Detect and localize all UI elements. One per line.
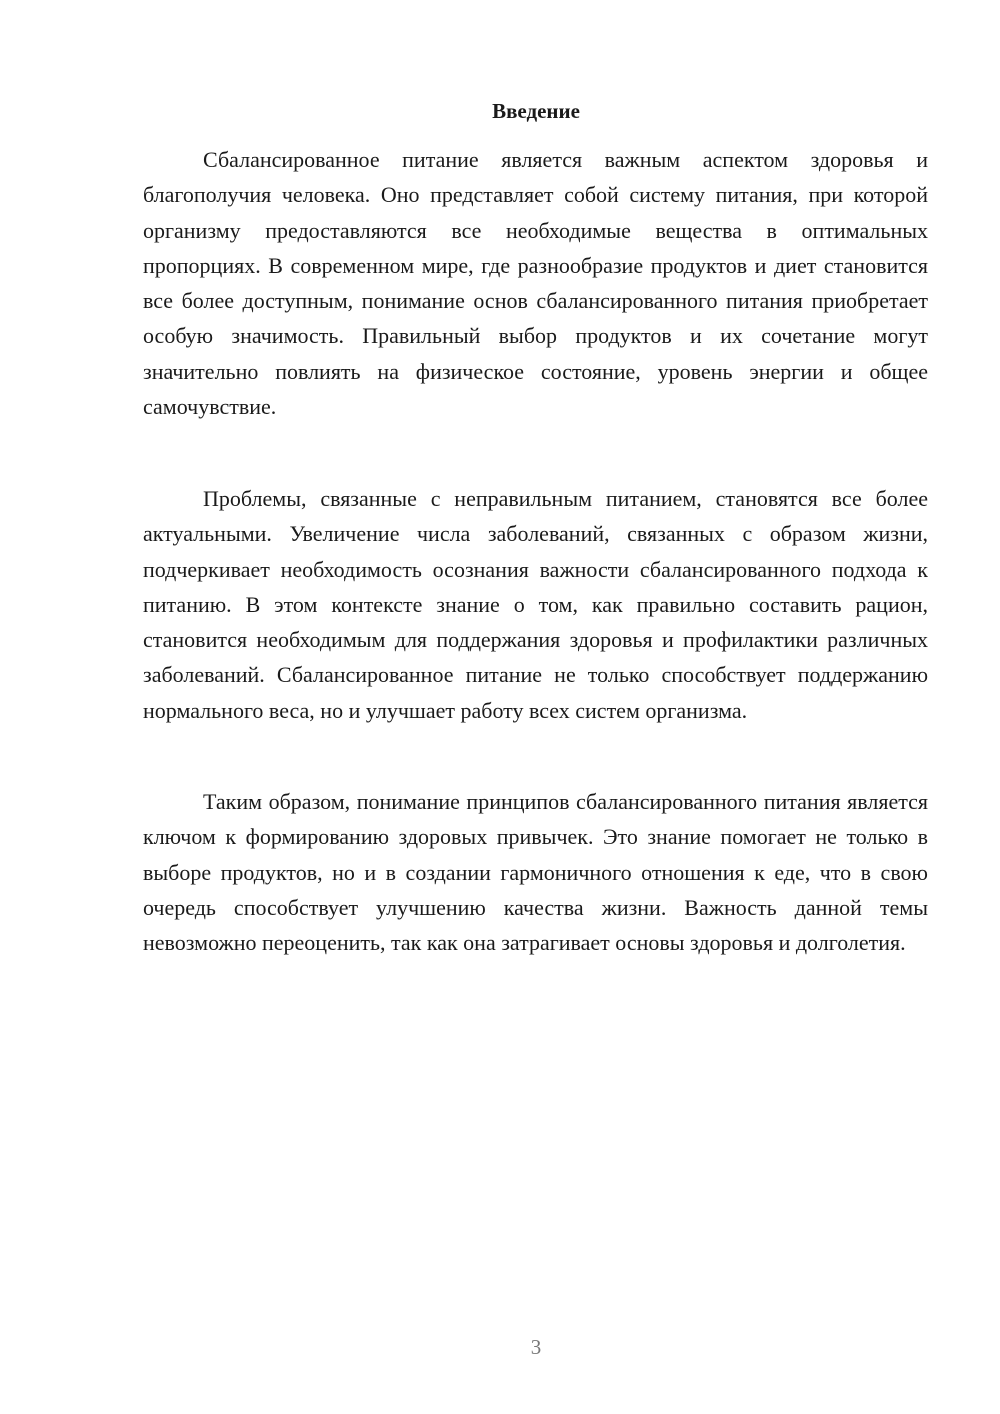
section-heading: Введение [492,99,580,123]
paragraph: Таким образом, понимание принципов сбалансированного питания является ключом к формированию здоровых привычек. Это знание помогает не только в выборе продуктов, но и в создании гармоничного отношения к еде, что в свою очередь способствует улучшению качества жизни. Важность данной темы невозможно переоценить, так как она затрагивает основы здоровья и долголетия. [143,789,928,956]
page-number: 3 [530,1335,542,1359]
paragraph: Сбалансированное питание является важным аспектом здоровья и благополучия человека. Оно представляет собой систему питания, при которой организму предоставляются все необходимые вещества в оптимальных пропорциях. В современном мире, где разнообразие продуктов и диет становится все более доступным, понимание основ сбалансированного питания приобретает особую значимость. Правильный выбор продуктов и их сочетание могут значительно повлиять на физическое состояние, уровень энергии и общее самочувствие. [143,147,928,420]
paragraph: Проблемы, связанные с неправильным питанием, становятся все более актуальными. Увеличение числа заболеваний, связанных с образом жизни, подчеркивает необходимость осознания важности сбалансированного подхода к питанию. В этом контексте знание о том, как правильно составить рацион, становится необходимым для поддержания здоровья и профилактики различных заболеваний. Сбалансированное питание не только способствует поддержанию нормального веса, но и улучшает работу всех систем организма. [143,486,928,723]
